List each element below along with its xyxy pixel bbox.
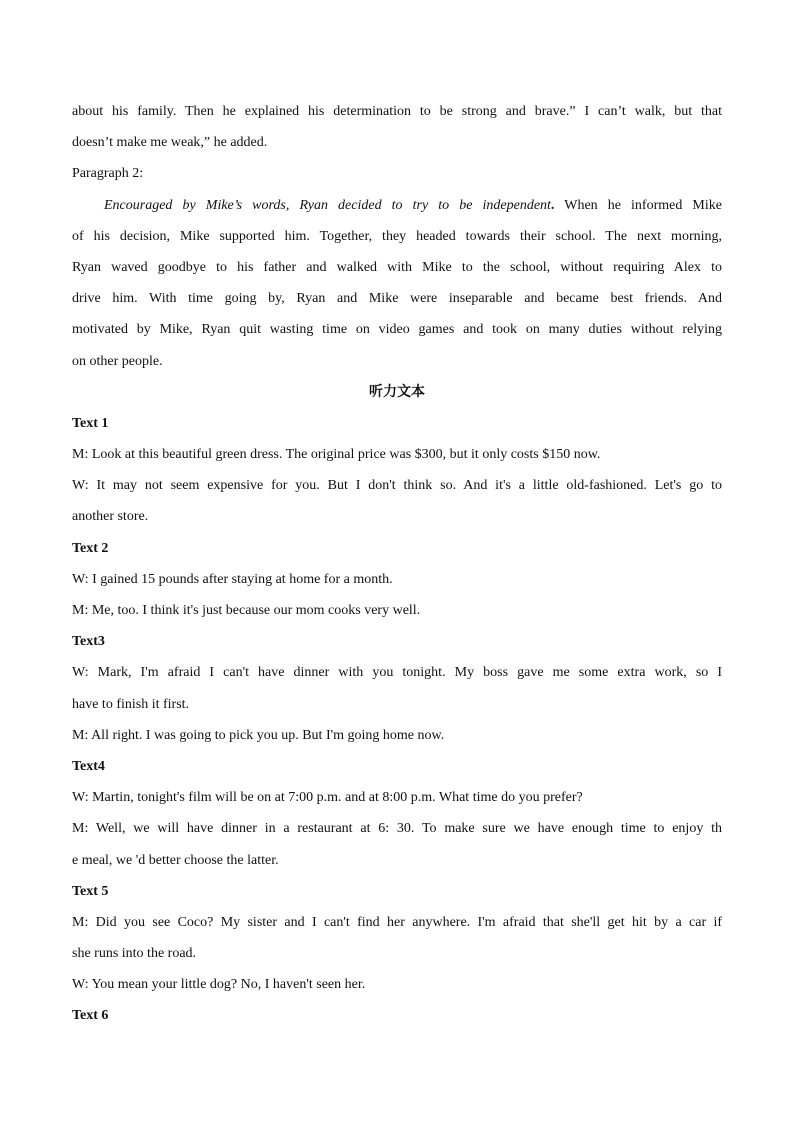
paragraph2-line3: Ryan waved goodbye to his father and walked with Mike to the school, without requiring Alex to	[72, 259, 722, 275]
text-heading: Text 5	[72, 883, 109, 899]
dialogue-line: M: Well, we will have dinner in a restaurant at 6: 30. To make sure we have enough time to enjoy th	[72, 821, 722, 837]
dialogue-line: have to finish it first.	[72, 696, 190, 712]
paragraph2-label: Paragraph 2:	[72, 166, 144, 182]
dialogue-line: another store.	[72, 509, 149, 525]
dialogue-line: W: It may not seem expensive for you. But I don't think so. And it's a little old-fashioned. Let's go to	[72, 478, 722, 494]
dialogue-line: M: All right. I was going to pick you up. But I'm going home now.	[72, 727, 445, 743]
text-heading: Text 1	[72, 415, 109, 431]
text-heading: Text 2	[72, 540, 109, 556]
dialogue-line: W: Martin, tonight's film will be on at 7:00 p.m. and at 8:00 p.m. What time do you prefer?	[72, 790, 583, 806]
paragraph2-lead-end: .	[550, 197, 555, 213]
dialogue-line: M: Me, too. I think it's just because our mom cooks very well.	[72, 603, 421, 618]
paragraph1-line2: doesn’t make me weak,” he added.	[72, 135, 268, 151]
text-heading: Text 6	[72, 1008, 109, 1024]
dialogue-line: M: Look at this beautiful green dress. The original price was $300, but it only costs $150 now.	[72, 447, 601, 463]
section-title: 听力文本	[369, 383, 425, 400]
dialogue-line: M: Did you see Coco? My sister and I can't find her anywhere. I'm afraid that she'll get hit by a car if	[72, 914, 722, 930]
listening-texts	[72, 408, 722, 1032]
paragraph2-line6: on other people.	[72, 353, 163, 369]
text-heading: Text3	[72, 634, 105, 650]
dialogue-line: W: Mark, I'm afraid I can't have dinner with you tonight. My boss gave me some extra work, so I	[72, 665, 722, 681]
text-heading: Text4	[72, 758, 105, 774]
paragraph2-line1-rest: When he informed Mike	[554, 197, 722, 213]
dialogue-line: she runs into the road.	[72, 946, 197, 962]
document-page	[72, 96, 722, 1032]
paragraph2-line5: motivated by Mike, Ryan quit wasting time on video games and took on many duties without relying	[72, 322, 722, 338]
dialogue-line: e meal, we 'd better choose the latter.	[72, 852, 279, 868]
paragraph2-line2: of his decision, Mike supported him. Together, they headed towards their school. The next morning,	[72, 228, 722, 244]
paragraph2-lead: Encouraged by Mike’s words, Ryan decided to try to be independent	[104, 197, 551, 213]
dialogue-line: W: You mean your little dog? No, I haven't seen her.	[72, 977, 366, 993]
paragraph2-line4: drive him. With time going by, Ryan and Mike were inseparable and became best friends. And	[72, 291, 722, 307]
paragraph2-line1	[72, 190, 722, 221]
paragraph1-line1: about his family. Then he explained his determination to be strong and brave.” I can’t walk, but that	[72, 104, 722, 119]
dialogue-line: W: I gained 15 pounds after staying at home for a month.	[72, 571, 393, 587]
